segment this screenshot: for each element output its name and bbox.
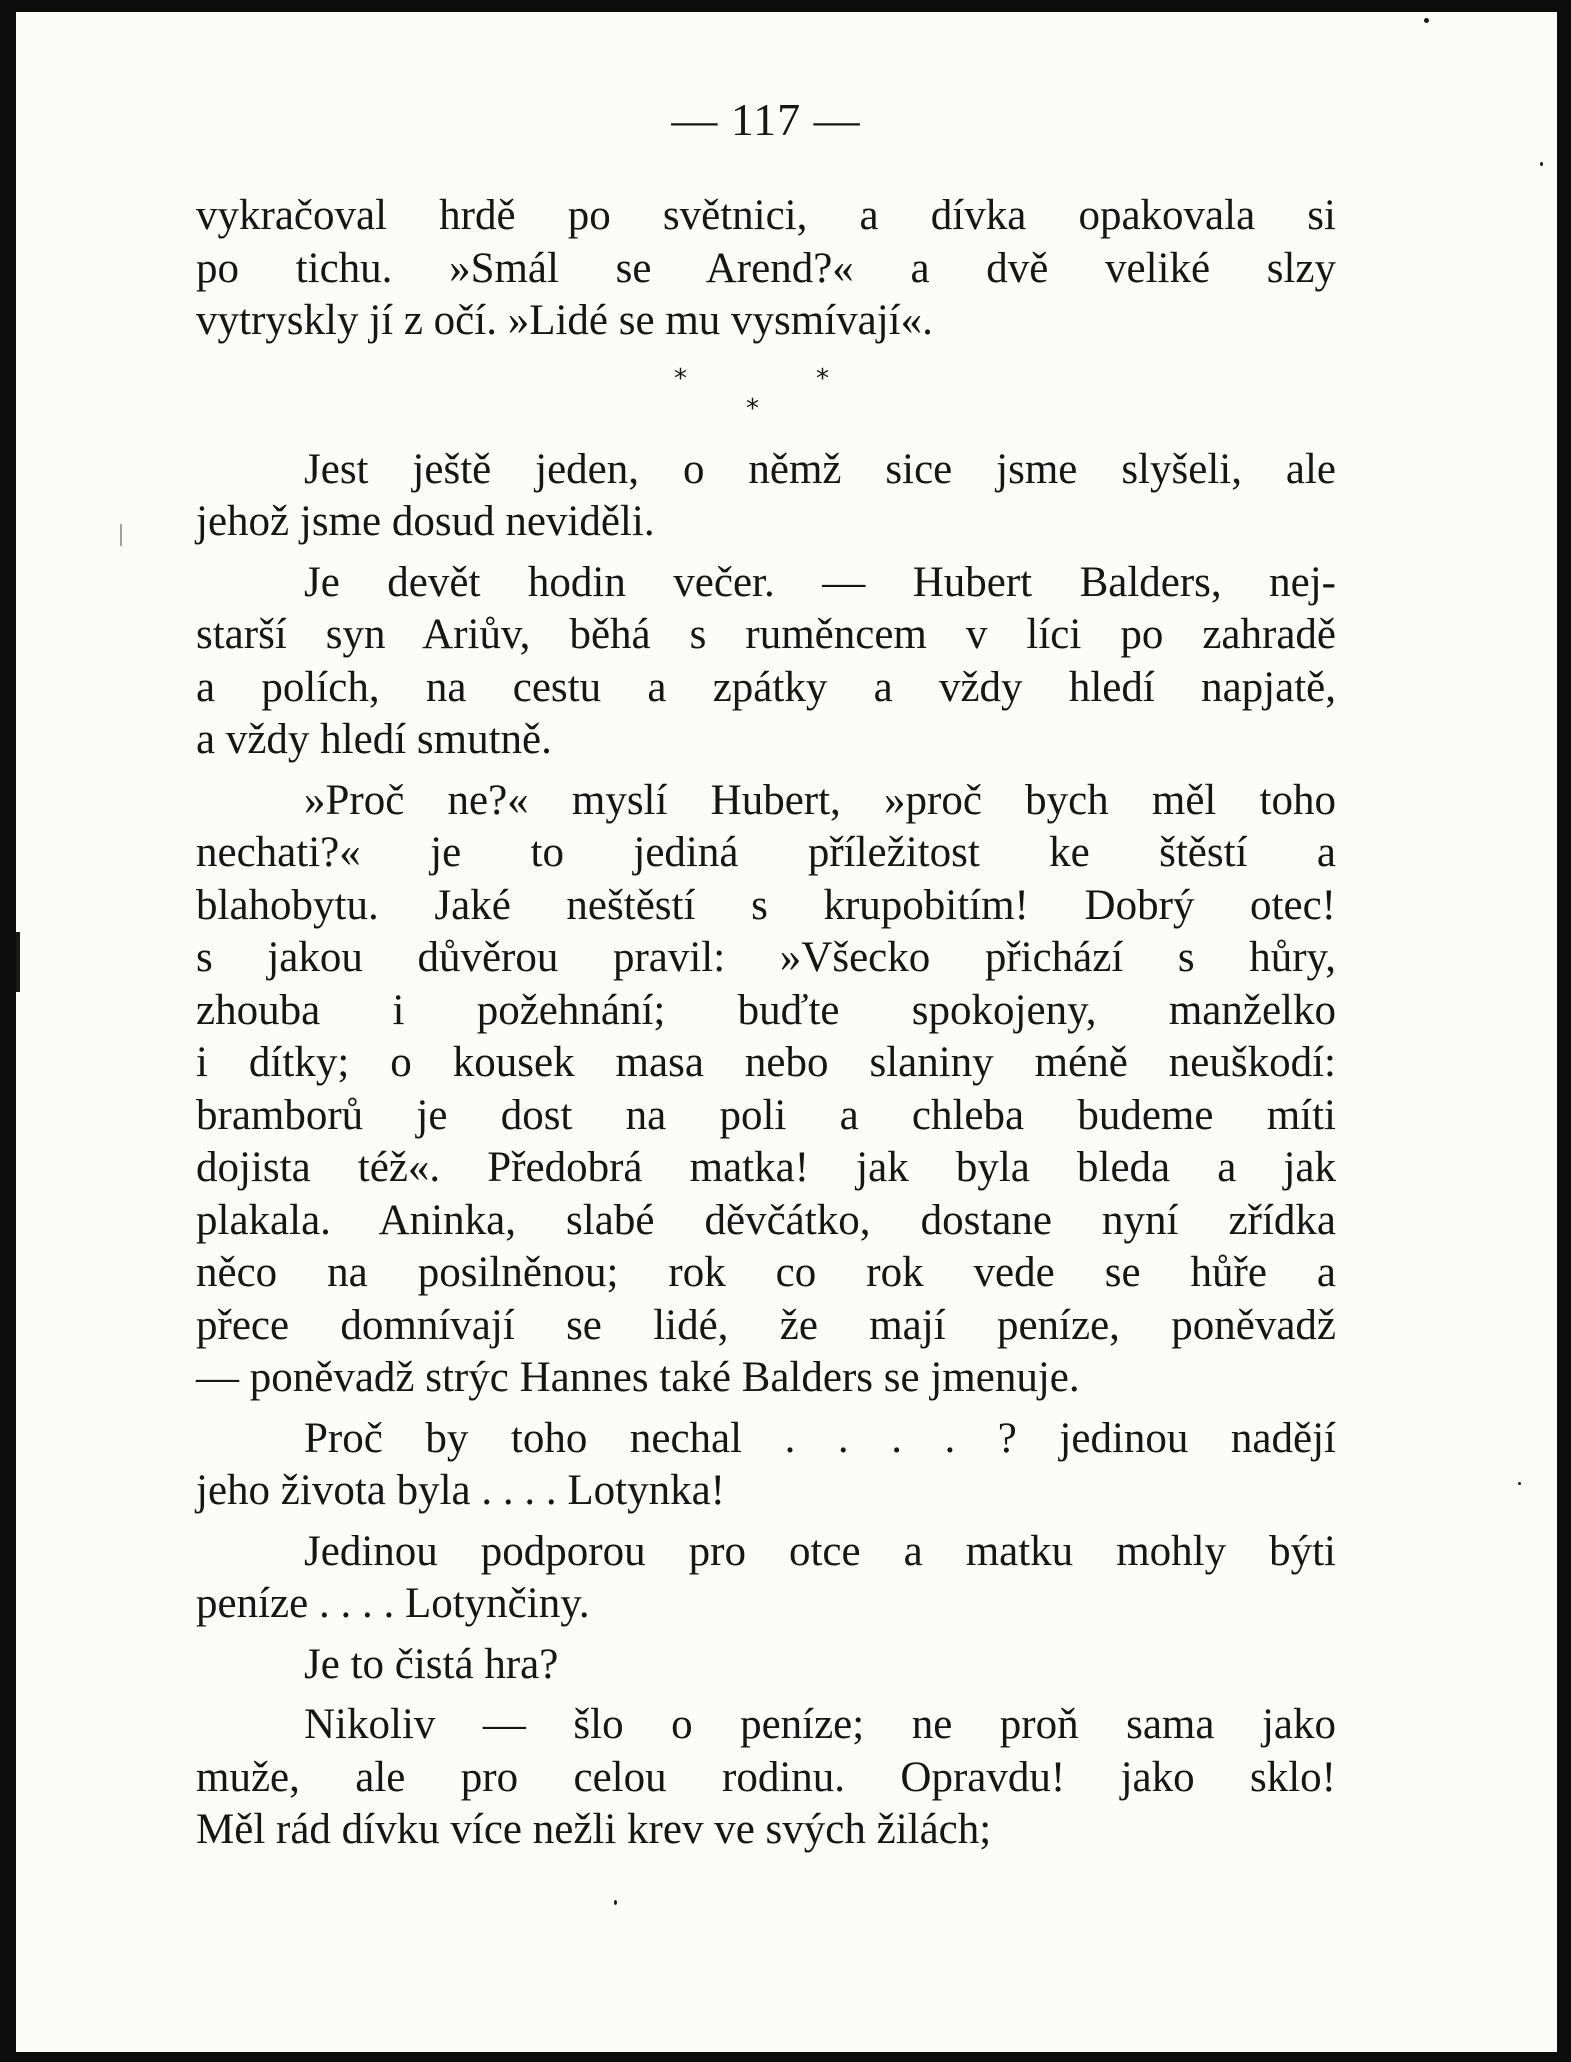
text-line: jeho života byla . . . . Lotynka! [196,1467,725,1514]
text-line: po tichu. »Smál se Arend?« a dvě veliké slzy [196,244,1336,292]
paragraph [196,444,1336,549]
paragraph [196,190,1336,348]
text-line: a polích, na cestu a zpátky a vždy hledí napjatě, [196,663,1336,711]
body-text [196,190,1336,1857]
paragraph [196,775,1336,1405]
asterisk-icon: * [816,363,829,394]
asterisk-icon: * [674,363,687,394]
text-line: — poněvadž strýc Hannes také Balders se jmenuje. [196,1354,1080,1401]
text-line: plakala. Aninka, slabé děvčátko, dostane nyní zřídka [196,1196,1336,1244]
text-line: Měl rád dívku více nežli krev ve svých žilách; [196,1806,992,1853]
scan-speck [16,932,20,992]
paragraph [196,1639,1336,1692]
text-line: i dítky; o kousek masa nebo slaniny méně neuškodí: [196,1039,1336,1086]
text-line: muže, ale pro celou rodinu. Opravdu! jako sklo! [196,1753,1336,1801]
text-line: blahobytu. Jaké neštěstí s krupobitím! Dobrý otec! [196,881,1336,929]
text-line: a vždy hledí smutně. [196,716,552,763]
scan-speck [1424,18,1429,23]
paragraph [196,1526,1336,1631]
text-line: bramborů je dost na poli a chleba budeme míti [196,1091,1336,1139]
text-line: přece domnívají se lidé, že mají peníze, poněvadž [196,1301,1336,1349]
text-line: »Proč ne?« myslí Hubert, »proč bych měl toho [304,776,1336,824]
page-number: — 117 — [671,94,861,145]
text-line: nechati?« je to jediná příležitost ke štěstí a [196,829,1336,876]
text-line: Nikoliv — šlo o peníze; ne proň sama jako [304,1701,1336,1748]
text-line: zhouba i požehnání; buďte spokojeny, manželko [196,986,1336,1034]
text-line: Je devět hodin večer. — Hubert Balders, nej- [304,558,1336,606]
text-line: s jakou důvěrou pravil: »Všecko přichází s hůry, [196,934,1336,981]
text-line: Je to čistá hra? [304,1640,559,1688]
text-line: Jedinou podporou pro otce a matku mohly býti [304,1527,1336,1575]
text-line: jehož jsme dosud neviděli. [196,498,655,545]
text-line: vytryskly jí z očí. »Lidé se mu vysmívají«. [196,297,933,344]
asterisk-icon: * [746,393,759,424]
paragraph [196,557,1336,767]
text-line: Jest ještě jeden, o němž sice jsme slyšeli, ale [304,445,1336,493]
scan-speck [1518,1482,1521,1485]
scan-speck [120,524,122,546]
scan-speck [614,1900,617,1905]
book-page [196,90,1336,1857]
paragraph [196,1413,1336,1518]
text-line: starší syn Ariův, běhá s ruměncem v líci po zahradě [196,611,1336,658]
text-line: peníze . . . . Lotynčiny. [196,1580,590,1627]
paragraph [196,1699,1336,1857]
scan-speck [1540,162,1543,166]
text-line: Proč by toho nechal . . . . ? jedinou nadějí [304,1414,1336,1462]
text-line: vykračoval hrdě po světnici, a dívka opakovala si [196,192,1336,239]
section-separator [196,348,1336,444]
text-line: něco na posilněnou; rok co rok vede se hůře a [196,1249,1336,1296]
text-line: dojista též«. Předobrá matka! jak byla bleda a jak [196,1144,1336,1191]
